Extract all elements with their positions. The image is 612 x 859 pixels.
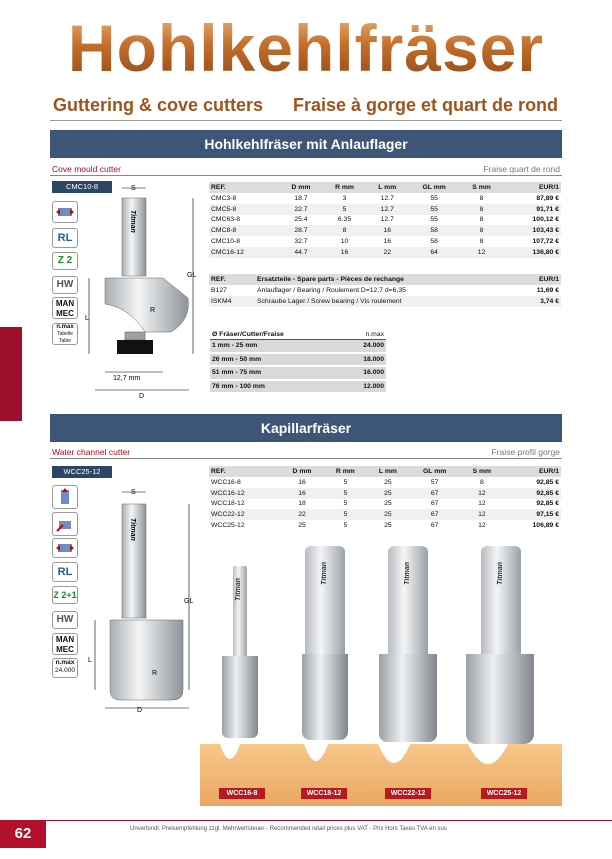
- nmax-icon: [52, 323, 78, 345]
- table-cell: 55: [408, 204, 460, 215]
- table-cell: 16: [383, 238, 392, 246]
- table-cell: 25.4: [294, 216, 308, 224]
- d-label: D: [139, 393, 145, 400]
- water-channel-diagram: [85, 482, 205, 714]
- table-cell: 11,69 €: [536, 286, 559, 294]
- cutter-wcc25-12: [477, 546, 525, 656]
- table-row: [209, 509, 561, 520]
- table-cell: 3,74 €: [516, 296, 561, 307]
- table-cell: 8: [460, 225, 503, 236]
- header-divider: [50, 120, 562, 121]
- table-cell: 25: [384, 478, 392, 486]
- s-label-2: S: [131, 489, 136, 496]
- spares-col-eur: EUR/1: [516, 274, 561, 285]
- brand-wcc22-12: Titman: [404, 562, 411, 585]
- max-row: [210, 353, 386, 367]
- table-row: [209, 296, 561, 307]
- table-row: [209, 499, 561, 510]
- col2-gl: GL mm: [409, 466, 461, 477]
- table-cell: 16: [366, 225, 408, 236]
- max-cell: 26 mm - 50 mm: [210, 353, 343, 367]
- plunge-icon: [52, 485, 78, 509]
- table-cell: 12: [461, 509, 504, 520]
- table-cell: 5: [343, 478, 348, 486]
- profile-label-2: WCC18-12: [301, 788, 347, 799]
- subtitle-en: Guttering & cove cutters: [53, 95, 264, 115]
- max-cell: 1 mm - 25 mm: [210, 340, 343, 353]
- max-cell: 12.000: [343, 380, 386, 394]
- table-cell: 8: [479, 194, 484, 202]
- table-row: [209, 215, 561, 226]
- table-cell: 5: [324, 488, 367, 499]
- table-cell: 25: [384, 500, 392, 508]
- col-ref: REF.: [209, 182, 279, 193]
- table-cell: WCC25-12: [211, 522, 245, 530]
- table-row: [209, 247, 561, 258]
- table-cell: 97,15 €: [503, 509, 561, 520]
- table-cell: 16: [298, 478, 306, 486]
- max-cell: 51 mm - 75 mm: [210, 366, 343, 380]
- profile-label-1: WCC16-8: [219, 788, 265, 799]
- table-cell: 12: [478, 500, 486, 508]
- section1-label-en: Cove mould cutter: [52, 164, 121, 174]
- max-row: [210, 366, 386, 380]
- hw-icon-2: HW: [52, 611, 78, 629]
- table-cell: 67: [409, 509, 461, 520]
- table-cell: 3: [342, 194, 347, 202]
- section1-table: [209, 182, 561, 258]
- table-cell: 8: [460, 204, 503, 215]
- s-label: S: [131, 185, 136, 192]
- table-row: [209, 204, 561, 215]
- table-cell: 25: [384, 522, 392, 530]
- table-cell: 25: [298, 522, 306, 530]
- profile-label-3: WCC22-12: [385, 788, 431, 799]
- spares-table: [209, 274, 561, 307]
- table-cell: 92,85 €: [536, 500, 559, 508]
- table-cell: CMC10-8: [211, 238, 241, 246]
- brand-wcc16-8: Titman: [235, 578, 242, 601]
- r-label: R: [150, 307, 156, 314]
- hw-icon: HW: [52, 276, 78, 294]
- table-cell: 55: [430, 216, 438, 224]
- side-tab: [0, 327, 22, 421]
- table-row: [209, 193, 561, 204]
- rl-icon-2: RL: [52, 562, 78, 582]
- table-cell: 12.7: [380, 216, 394, 224]
- page-title: Hohlkehlfräser: [0, 8, 612, 88]
- nmax-label: n.max: [56, 324, 74, 330]
- table-cell: 12.7: [366, 204, 408, 215]
- col2-r: R mm: [324, 466, 367, 477]
- col2-ref: REF.: [209, 466, 280, 477]
- d-label-2: D: [137, 707, 143, 714]
- table-cell: 136,80 €: [503, 247, 561, 258]
- table-cell: 58: [408, 225, 460, 236]
- table-cell: 25: [367, 509, 409, 520]
- table-row: [209, 225, 561, 236]
- col-d: D mm: [279, 182, 323, 193]
- table-cell: 67: [430, 500, 439, 508]
- table-cell: 44.7: [279, 247, 323, 258]
- nmax-value-2: 24.000: [55, 667, 75, 674]
- cutter-head-wcc25-12: [466, 654, 534, 744]
- table-cell: 22: [366, 247, 408, 258]
- table-cell: 28.7: [279, 225, 323, 236]
- nmax-icon-2: [52, 658, 78, 678]
- max-speed-table: [210, 330, 386, 394]
- cove-cutter-diagram: [85, 180, 205, 400]
- man-mec-icon-2: MAN MEC: [52, 633, 78, 655]
- table-cell: WCC18-12: [211, 500, 245, 508]
- col2-l: L mm: [367, 466, 409, 477]
- table-cell: CMC63-8: [211, 216, 241, 224]
- cutter-wcc16-8: [230, 566, 250, 658]
- table-cell: 55: [430, 194, 438, 202]
- z2-icon: Z 2: [52, 252, 78, 270]
- man-mec-icon: MAN MEC: [52, 297, 78, 319]
- footer-rule: [0, 820, 612, 821]
- col-eur: EUR/1: [503, 182, 561, 193]
- col-s: S mm: [460, 182, 503, 193]
- table-cell: 12: [461, 488, 504, 499]
- table-cell: 12: [478, 522, 486, 530]
- table-row: [209, 285, 561, 296]
- table-row: [209, 488, 561, 499]
- table-cell: 57: [430, 478, 439, 486]
- table-cell: 8: [479, 216, 484, 224]
- table-cell: 22.7: [279, 204, 323, 215]
- nmax-table-label: Tabelle Table: [57, 331, 73, 344]
- brand-label: Titman: [129, 210, 136, 233]
- feed-direction-icon: [52, 201, 78, 223]
- table-cell: 25: [367, 488, 409, 499]
- max-col-nmax: n.max: [343, 330, 386, 340]
- section1-band: Hohlkehlfräser mit Anlauflager: [50, 130, 562, 158]
- table-cell: 8: [479, 238, 484, 246]
- col-r: R mm: [323, 182, 367, 193]
- table-cell: 32.7: [294, 238, 308, 246]
- cutter-wcc18-12: [302, 546, 348, 656]
- col-gl: GL mm: [408, 182, 460, 193]
- l-label-2: L: [88, 657, 92, 664]
- table-cell: 16: [323, 247, 367, 258]
- cutter-head-wcc16-8: [222, 656, 258, 738]
- table-cell: 18.7: [294, 194, 308, 202]
- table-cell: ISKM4: [209, 296, 255, 307]
- rl-icon: RL: [52, 228, 78, 248]
- table-cell: 8: [479, 478, 484, 486]
- bearing: [117, 340, 153, 354]
- table-cell: B127: [211, 286, 227, 294]
- table-cell: 5: [343, 522, 348, 530]
- section1-rule: [50, 175, 562, 176]
- table-cell: 12: [460, 247, 503, 258]
- gl-label: GL: [187, 272, 197, 279]
- table-cell: 5: [324, 509, 367, 520]
- table-cell: 67: [430, 522, 439, 530]
- table-cell: 100,12 €: [532, 216, 559, 224]
- table-cell: CMC16-12: [209, 247, 279, 258]
- section2-code: WCC25-12: [52, 466, 112, 478]
- table-cell: WCC16-12: [209, 488, 280, 499]
- table-cell: CMC3-8: [211, 194, 237, 202]
- table-row: [209, 477, 561, 488]
- table-cell: 18: [298, 500, 306, 508]
- table-cell: 8: [323, 225, 367, 236]
- table-cell: 10: [340, 238, 349, 246]
- brand-wcc25-12: Titman: [497, 562, 504, 585]
- table-cell: Anlauflager / Bearing / Roulement D=12,7 d=6,35: [257, 286, 406, 294]
- col2-d: D mm: [280, 466, 323, 477]
- gl-label-2: GL: [184, 598, 194, 605]
- section2-table: [209, 466, 561, 531]
- table-row: [209, 520, 561, 531]
- angle-feed-icon: [52, 512, 78, 536]
- section1-label-fr: Fraise quart de rond: [483, 164, 560, 174]
- section2-band: Kapillarfräser: [50, 414, 562, 442]
- table-cell: 91,71 €: [503, 204, 561, 215]
- cutter-head-wcc18-12: [302, 654, 348, 740]
- table-cell: 67: [409, 488, 461, 499]
- bearing-size-label: 12,7 mm: [113, 375, 141, 382]
- brand-label-2: Titman: [129, 518, 136, 541]
- table-cell: CMC8-8: [209, 225, 279, 236]
- max-row: [210, 380, 386, 394]
- max-cell: 24.000: [343, 340, 386, 353]
- spares-col-desc: Ersatzteile - Spare parts - Pièces de rechange: [255, 274, 516, 285]
- table-cell: 87,89 €: [536, 194, 559, 202]
- section2-label-fr: Fraise profil gorge: [491, 447, 560, 457]
- table-cell: WCC22-12: [209, 509, 280, 520]
- footer-text: Unverbindl. Preisempfehlung zzgl. Mehrwertsteuer - Recommended retail prices plus VAT - Prix Hors Taxes TVA en sus: [130, 826, 447, 832]
- r-label-2: R: [152, 670, 158, 677]
- cutter-body-2: [110, 620, 183, 700]
- section2-rule: [50, 458, 562, 459]
- feed-direction-icon-2: [52, 538, 78, 558]
- table-cell: 22: [280, 509, 323, 520]
- brand-wcc18-12: Titman: [321, 562, 328, 585]
- max-cell: 18.000: [343, 353, 386, 367]
- section1-code: CMC10-8: [52, 181, 112, 193]
- table-cell: CMC5-8: [209, 204, 279, 215]
- col2-eur: EUR/1: [503, 466, 561, 477]
- z21-icon: Z 2+1: [52, 586, 78, 604]
- table-cell: 103,43 €: [503, 225, 561, 236]
- table-cell: 12.7: [380, 194, 394, 202]
- table-row: [209, 236, 561, 247]
- spares-col-ref: REF.: [209, 274, 255, 285]
- table-cell: 92,85 €: [503, 488, 561, 499]
- table-cell: 92,85 €: [536, 478, 559, 486]
- table-cell: 107,72 €: [532, 238, 559, 246]
- table-cell: Schraube Lager / Screw bearing / Vis roulement: [255, 296, 516, 307]
- cutter-body: [105, 278, 188, 332]
- table-cell: 64: [408, 247, 460, 258]
- page-number: 62: [0, 820, 46, 848]
- l-label: L: [85, 315, 89, 322]
- table-cell: 16: [280, 488, 323, 499]
- max-row: [210, 340, 386, 353]
- subtitle-fr: Fraise à gorge et quart de rond: [293, 95, 559, 115]
- max-cell: 76 mm - 100 mm: [210, 380, 343, 394]
- table-cell: 6.35: [337, 216, 352, 224]
- table-cell: WCC16-8: [211, 478, 241, 486]
- table-cell: 58: [430, 238, 438, 246]
- nmax-label-2: n.max: [55, 659, 75, 666]
- table-cell: 5: [343, 500, 348, 508]
- profile-label-4: WCC25-12: [481, 788, 527, 799]
- table-cell: 106,89 €: [532, 522, 559, 530]
- cutter-head-wcc22-12: [379, 654, 437, 742]
- col-l: L mm: [366, 182, 408, 193]
- section2-label-en: Water channel cutter: [52, 447, 131, 457]
- max-col-cutter: Ø Fräser/Cutter/Fraise: [210, 330, 343, 340]
- table-cell: 5: [323, 204, 367, 215]
- cutter-wcc22-12: [384, 546, 432, 656]
- max-cell: 16.000: [343, 366, 386, 380]
- col2-s: S mm: [461, 466, 504, 477]
